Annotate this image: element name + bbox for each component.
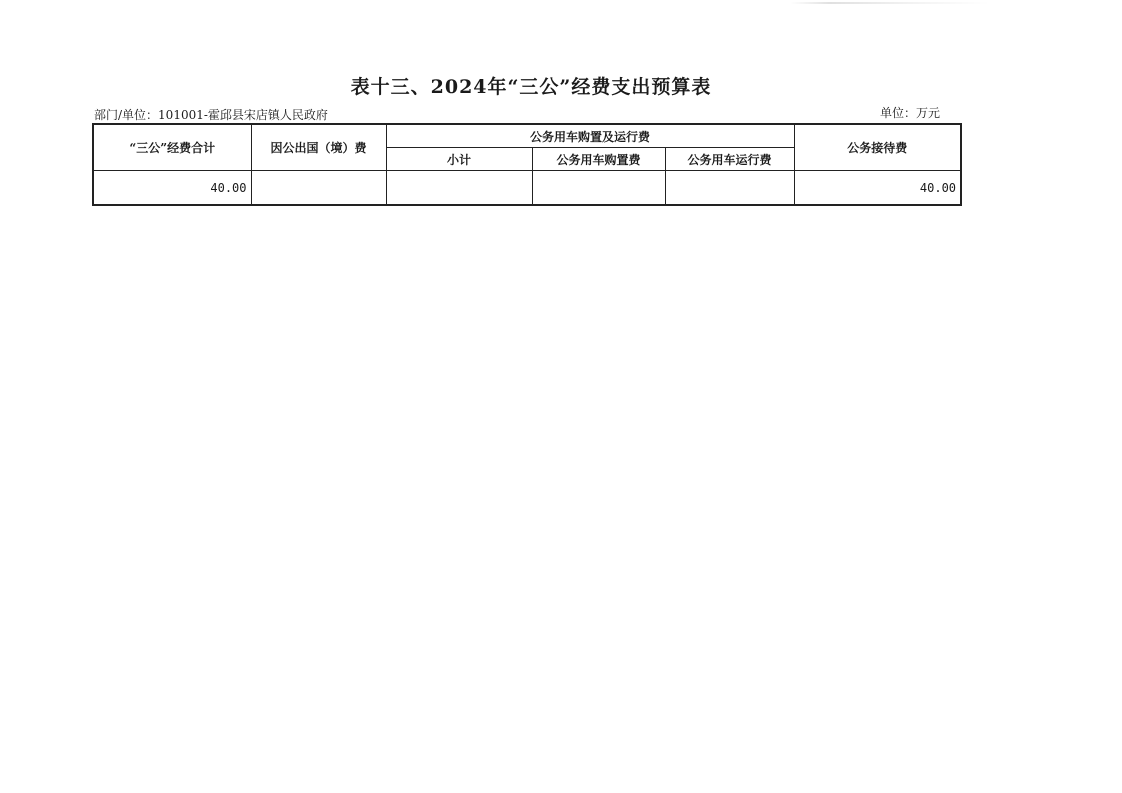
header-row-top (93, 124, 961, 148)
cell-vehicle-operation (665, 171, 794, 206)
scan-artifact (790, 2, 990, 4)
header-total: “三公”经费合计 (93, 124, 251, 171)
cell-reception: 40.00 (794, 171, 961, 206)
cell-total: 40.00 (93, 171, 251, 206)
department-label: 部门/单位：101001-霍邱县宋店镇人民政府 (94, 108, 328, 122)
unit-label: 单位：万元 (880, 106, 941, 120)
cell-abroad (251, 171, 386, 206)
cell-vehicle-purchase (532, 171, 665, 206)
header-abroad: 因公出国（境）费 (251, 124, 386, 171)
page-title: 表十三、2024年“三公”经费支出预算表 (350, 76, 712, 98)
header-vehicle-operation: 公务用车运行费 (665, 148, 794, 171)
header-vehicle-group: 公务用车购置及运行费 (386, 124, 794, 148)
budget-table (92, 123, 962, 206)
table-row (93, 171, 961, 206)
header-reception: 公务接待费 (794, 124, 961, 171)
header-subtotal: 小计 (386, 148, 532, 171)
cell-subtotal (386, 171, 532, 206)
header-vehicle-purchase: 公务用车购置费 (532, 148, 665, 171)
